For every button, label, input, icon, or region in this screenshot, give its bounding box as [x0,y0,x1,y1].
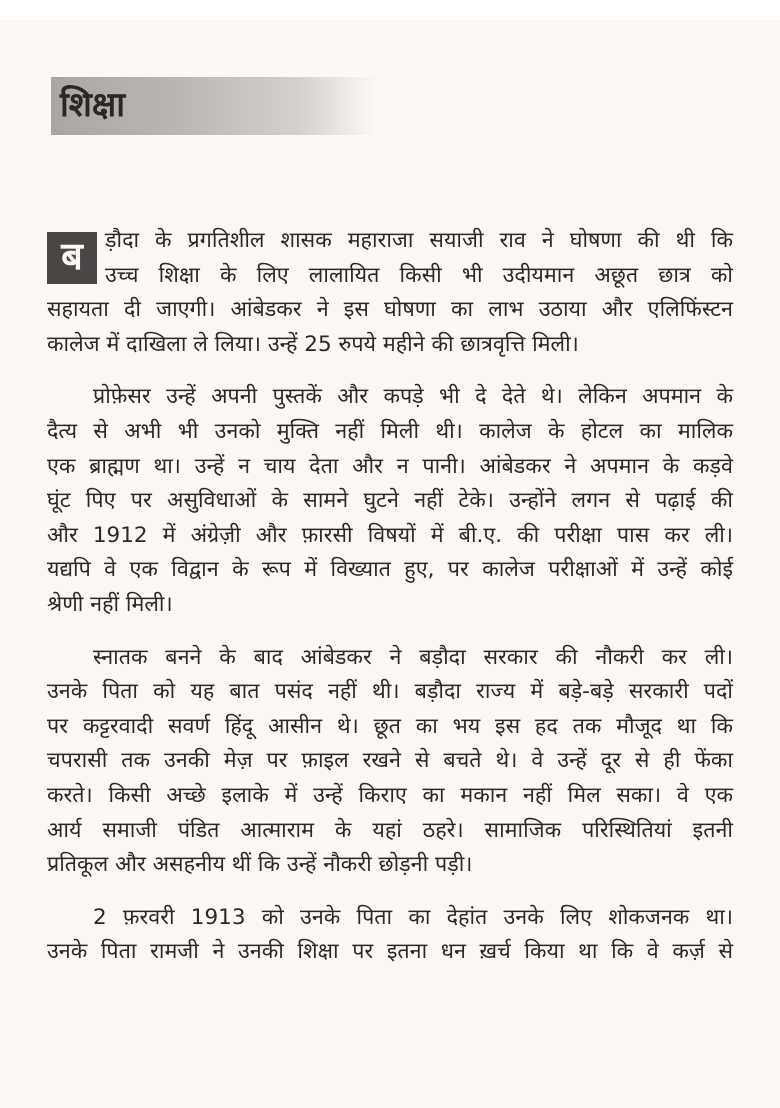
text-line: यद्यपि वे एक विद्वान के रूप में विख्यात हुए, पर कालेज परीक्षाओं में उन्हें कोई [47,557,733,583]
dropcap: ब [47,232,97,284]
text-line: 2 फ़रवरी 1913 को उनके पिता का देहांत उनके लिए शोकजनक था। [93,904,733,930]
text-line: आर्य समाजी पंडित आत्माराम के यहां ठहरे। सामाजिक परिस्थितियां इतनी [47,817,733,843]
text-line: पर कट्टरवादी सवर्ण हिंदू आसीन थे। छूत का भय इस हद तक मौजूद था कि [47,713,733,739]
paragraph-4 [47,901,733,970]
book-page [0,20,780,1108]
body-text [47,224,733,988]
text-line: एक ब्राह्मण था। उन्हें न चाय देता और न पानी। आंबेडकर ने अपमान के कड़वे [47,453,733,479]
paragraph-1 [47,224,733,362]
text-line: दैत्य से अभी भी उनको मुक्ति नहीं मिली थी। कालेज के होटल का मालिक [47,418,733,444]
text-line: स्नातक बनने के बाद आंबेडकर ने बड़ौदा सरकार की नौकरी कर ली। [93,644,733,670]
text-line: उच्च शिक्षा के लिए लालायित किसी भी उदीयमान अछूत छात्र को [105,262,733,288]
text-line: ड़ौदा के प्रगतिशील शासक महाराजा सयाजी राव ने घोषणा की थी कि [105,228,733,253]
section-title: शिक्षा [60,85,126,125]
text-line: सहायता दी जाएगी। आंबेडकर ने इस घोषणा का लाभ उठाया और एलिफिंस्टन [47,297,733,323]
paragraph-3 [47,641,733,883]
text-line: और 1912 में अंग्रेज़ी और फ़ारसी विषयों में बी.ए. की परीक्षा पास कर ली। [47,522,733,548]
text-line: उनके पिता रामजी ने उनकी शिक्षा पर इतना धन ख़र्च किया था कि वे कर्ज़ से [47,939,733,965]
text-line: घूंट पिए पर असुविधाओं के सामने घुटने नहीं टेके। उन्होंने लगन से पढ़ाई की [47,488,733,514]
text-line: प्रोफ़ेसर उन्हें अपनी पुस्तकें और कपड़े भी दे देते थे। लेकिन अपमान के [93,384,733,410]
text-line: प्रतिकूल और असहनीय थीं कि उन्हें नौकरी छोड़नी पड़ी। [47,852,473,878]
text-line: श्रेणी नहीं मिली। [47,591,173,617]
text-line: कालेज में दाखिला ले लिया। उन्हें 25 रुपये महीने की छात्रवृत्ति मिली। [47,331,579,357]
text-line: चपरासी तक उनकी मेज़ पर फ़ाइल रखने से बचते थे। वे उन्हें दूर से ही फेंका [47,748,733,774]
paragraph-2 [47,380,733,622]
text-line: उनके पिता को यह बात पसंद नहीं थी। बड़ौदा राज्य में बड़े-बड़े सरकारी पदों [47,679,733,705]
text-line: करते। किसी अच्छे इलाके में उन्हें किराए का मकान नहीं मिल सका। वे एक [47,782,733,808]
